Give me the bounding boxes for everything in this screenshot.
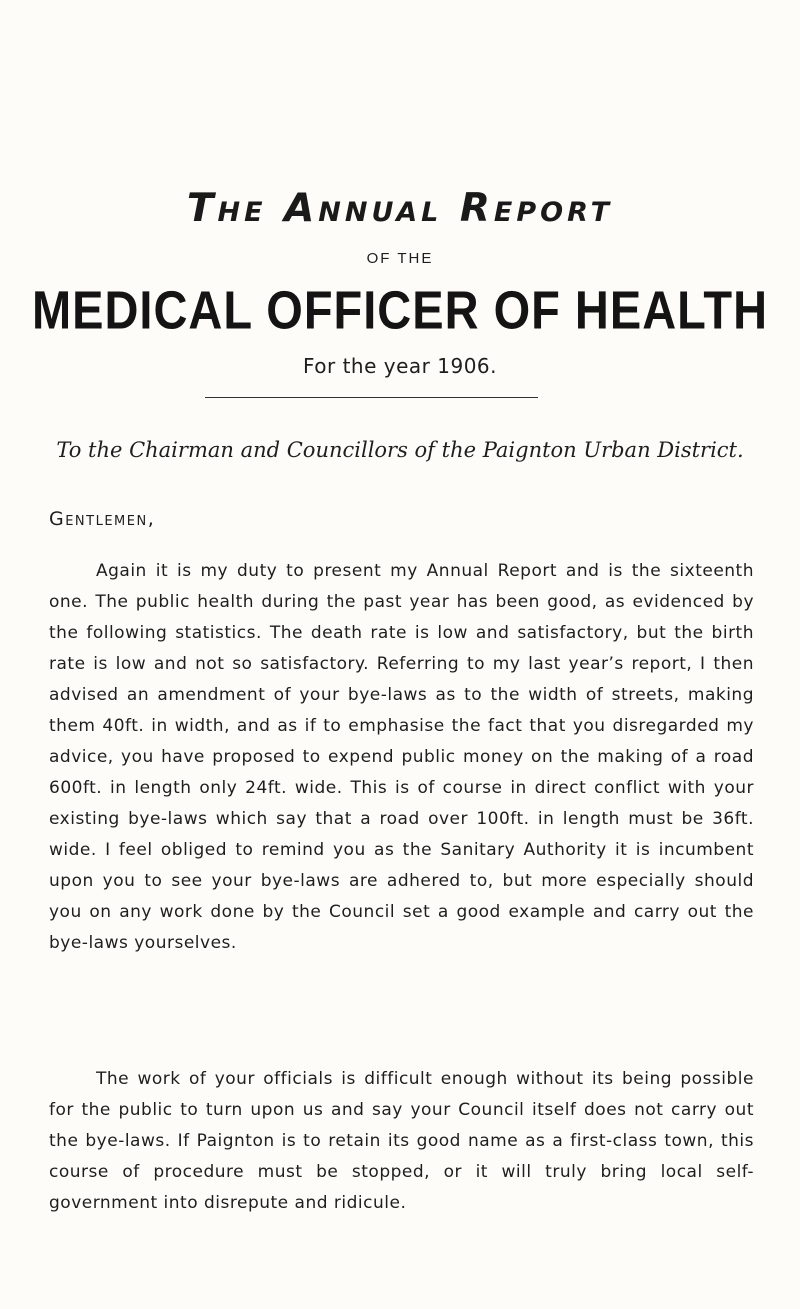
horizontal-divider — [205, 397, 538, 398]
address-line: To the Chairman and Councillors of the Paignton Urban District. — [56, 438, 744, 462]
body-paragraph-2: The work of your officials is difficult enough without its being possible for the public to turn upon us and say your Council itself does not carry out the bye-laws. If Paignton is to retain its good name as a first-class town, this course of procedure must be stopped, or it will truly bring local self-government into disrepute and ridicule. — [49, 1069, 754, 1213]
report-subtitle: MEDICAL OFFICER OF HEALTH — [31, 279, 769, 340]
title-connector: OF THE — [366, 250, 434, 267]
report-title: The Annual Report — [186, 186, 614, 231]
report-year: For the year 1906. — [302, 354, 498, 378]
body-paragraph-1: Again it is my duty to present my Annual Report and is the sixteenth one. The public health during the past year has been good, as evidenced by the following statistics. The death rate is low and satisfactory, but the birth rate is low and not so satisfactory. Referring to my last year’s report, I then advised an amendment of your bye-laws as to the width of streets, making them 40ft. in width, and as if to emphasise the fact that you disregarded my advice, you have proposed to expend public money on the making of a road 600ft. in length only 24ft. wide. This is of course in direct conflict with your existing bye-laws which say that a road over 100ft. in length must be 36ft. wide. I feel obliged to remind you as the Sanitary Authority it is incumbent upon you to see your bye-laws are adhered to, but more especially should you on any work done by the Council set a good example and carry out the bye-laws yourselves. — [49, 561, 754, 953]
salutation: Gentlemen, — [49, 508, 156, 530]
